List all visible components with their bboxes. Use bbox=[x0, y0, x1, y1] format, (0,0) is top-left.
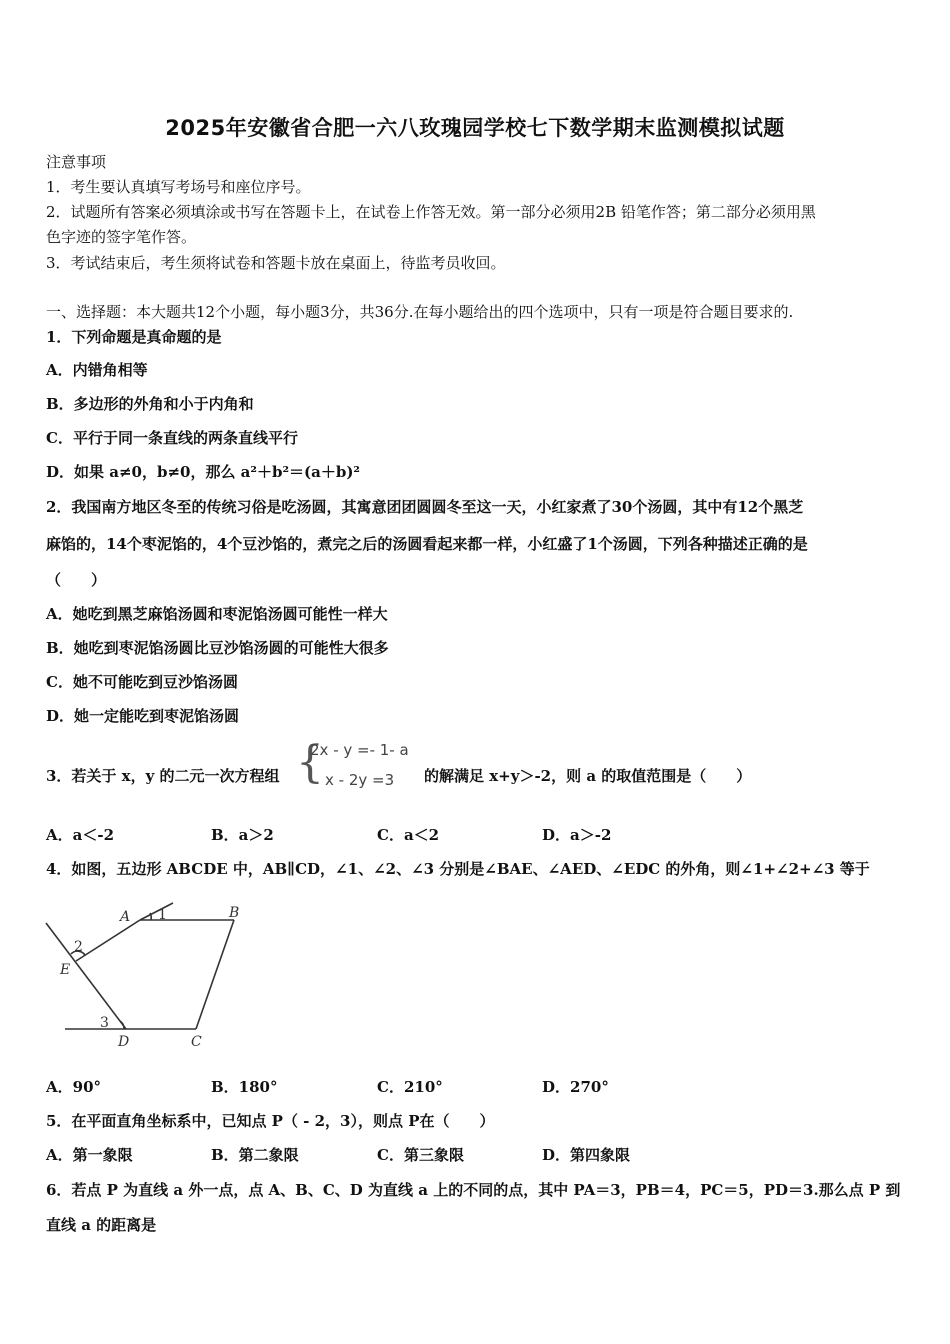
label-a: A bbox=[120, 909, 131, 925]
question-6-line: 6．若点 P 为直线 a 外一点，点 A、B、C、D 为直线 a 上的不同的点，其中 PA＝3，PB＝4，PC＝5，PD＝3.那么点 P 到 bbox=[46, 1181, 901, 1199]
q1-option-a: A．内错角相等 bbox=[46, 361, 148, 379]
label-angle-3: 3 bbox=[100, 1015, 109, 1031]
question-2-line: 2．我国南方地区冬至的传统习俗是吃汤圆，其寓意团团圆圆冬至这一天，小红家煮了30个汤圆，其中有12个黑芝 bbox=[46, 498, 804, 516]
question-2-line: 麻馅的，14个枣泥馅的，4个豆沙馅的，煮完之后的汤圆看起来都一样，小红盛了1个汤圆，下列各种描述正确的是 bbox=[46, 535, 808, 553]
label-b: B bbox=[229, 905, 240, 921]
line-ab-extension bbox=[140, 903, 173, 920]
notice-heading: 注意事项 bbox=[46, 153, 107, 171]
q5-option-b: B．第二象限 bbox=[211, 1146, 299, 1164]
q2-option-a: A．她吃到黑芝麻馅汤圆和枣泥馅汤圆可能性一样大 bbox=[46, 605, 388, 623]
q3-option-c: C．a＜2 bbox=[377, 826, 440, 844]
q1-option-d: D．如果 a≠0，b≠0，那么 a²＋b²＝(a＋b)² bbox=[46, 463, 360, 481]
segment-ae bbox=[76, 920, 140, 961]
q3-option-d: D．a＞-2 bbox=[542, 826, 612, 844]
q4-option-c: C．210° bbox=[377, 1078, 443, 1096]
segment-bc bbox=[196, 920, 234, 1029]
question-5-stem: 5．在平面直角坐标系中，已知点 P（ - 2，3），则点 P在（ ） bbox=[46, 1112, 495, 1130]
question-3-suffix: 的解满足 x+y＞-2，则 a 的取值范围是（ ） bbox=[424, 767, 752, 785]
q1-option-c: C．平行于同一条直线的两条直线平行 bbox=[46, 429, 298, 447]
pentagon-figure bbox=[40, 895, 260, 1055]
label-d: D bbox=[118, 1034, 130, 1050]
q2-option-b: B．她吃到枣泥馅汤圆比豆沙馅汤圆的可能性大很多 bbox=[46, 639, 389, 657]
question-2-line: （ ） bbox=[46, 571, 107, 589]
q4-option-d: D．270° bbox=[542, 1078, 609, 1096]
q4-option-b: B．180° bbox=[211, 1078, 278, 1096]
equation-brace: { bbox=[296, 737, 324, 788]
equation-2: x - 2y =3 bbox=[325, 771, 395, 789]
label-angle-1: 1 bbox=[158, 907, 167, 923]
angle-1-arc bbox=[150, 913, 151, 920]
question-6-line: 直线 a 的距离是 bbox=[46, 1216, 157, 1234]
q2-option-c: C．她不可能吃到豆沙馅汤圆 bbox=[46, 673, 238, 691]
section-heading: 一、选择题：本大题共12个小题，每小题3分，共36分.在每小题给出的四个选项中，只有一项是符合题目要求的. bbox=[46, 303, 794, 321]
segment-de bbox=[46, 923, 126, 1029]
label-angle-2: 2 bbox=[74, 939, 83, 955]
notice-item: 色字迹的签字笔作答。 bbox=[46, 228, 197, 246]
q5-option-d: D．第四象限 bbox=[542, 1146, 631, 1164]
q1-option-b: B．多边形的外角和小于内角和 bbox=[46, 395, 254, 413]
q2-option-d: D．她一定能吃到枣泥馅汤圆 bbox=[46, 707, 240, 725]
notice-item: 1．考生要认真填写考场号和座位序号。 bbox=[46, 178, 311, 196]
notice-item: 3．考试结束后，考生须将试卷和答题卡放在桌面上，待监考员收回。 bbox=[46, 254, 506, 272]
question-1-stem: 1．下列命题是真命题的是 bbox=[46, 328, 222, 346]
question-4-stem: 4．如图，五边形 ABCDE 中，AB∥CD，∠1、∠2、∠3 分别是∠BAE、∠AED、∠EDC 的外角，则∠1+∠2+∠3 等于 bbox=[46, 860, 870, 878]
q5-option-c: C．第三象限 bbox=[377, 1146, 464, 1164]
label-c: C bbox=[191, 1034, 202, 1050]
q4-option-a: A．90° bbox=[46, 1078, 102, 1096]
q5-option-a: A．第一象限 bbox=[46, 1146, 133, 1164]
q3-option-a: A．a＜-2 bbox=[46, 826, 115, 844]
notice-item: 2．试题所有答案必须填涂或书写在答题卡上，在试卷上作答无效。第一部分必须用2B 铅笔作答；第二部分必须用黑 bbox=[46, 203, 816, 221]
label-e: E bbox=[60, 962, 71, 978]
page-title: 2025年安徽省合肥一六八玫瑰园学校七下数学期末监测模拟试题 bbox=[165, 116, 785, 140]
question-3-prefix: 3．若关于 x，y 的二元一次方程组 bbox=[46, 767, 280, 785]
q3-option-b: B．a＞2 bbox=[211, 826, 274, 844]
equation-1: 2x - y =- 1- a bbox=[310, 741, 409, 759]
